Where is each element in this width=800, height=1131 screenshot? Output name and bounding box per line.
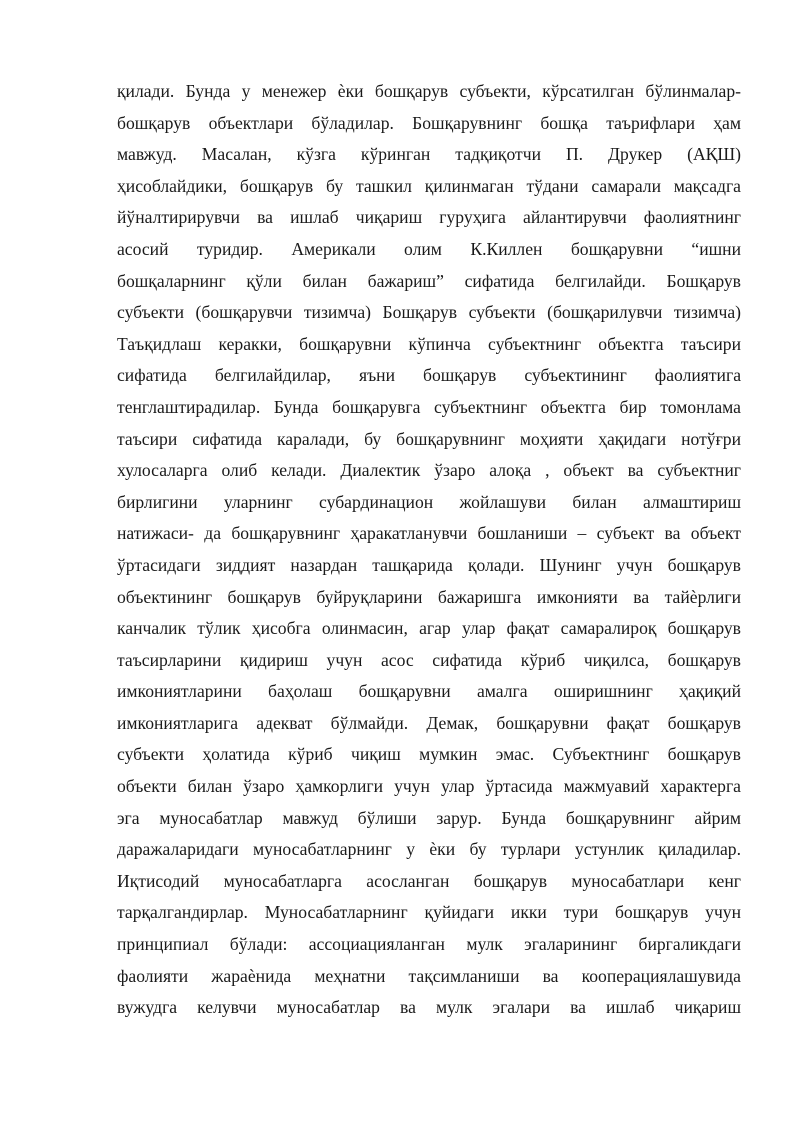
text-line: имкониятларига адекват бўлмайди. Демак, бошқарувни фақат бошқарув [117, 712, 741, 733]
text-line: объекти билан ўзаро ҳамкорлиги учун улар ўртасида мажмуавий характерга [117, 776, 741, 797]
text-line: субъекти ҳолатида кўриб чиқиш мумкин эмас. Субъектнинг бошқарув [117, 744, 741, 765]
text-line: бошқарув объектлари бўладилар. Бошқарувнинг бошқа таърифлари ҳам [117, 112, 741, 133]
text-line: Иқтисодий муносабатларга асосланган бошқарув муносабатлари кенг [117, 870, 741, 891]
text-line: Таъқидлаш керакки, бошқарувни кўпинча субъектнинг объектга таъсири [117, 333, 741, 354]
text-line: йўналтирирувчи ва ишлаб чиқариш гуруҳига айлантирувчи фаолиятнинг [117, 207, 741, 228]
text-line: вужудга келувчи муносабатлар ва мулк эгалари ва ишлаб чиқариш [117, 997, 741, 1018]
text-line: тенглаштирадилар. Бунда бошқарувга субъектнинг объектга бир томонлама [117, 396, 741, 417]
text-line: принципиал бўлади: ассоциацияланган мулк эгаларининг биргаликдаги [117, 934, 741, 955]
text-line: қилади. Бунда у менежер ѐки бошқарув субъекти, кўрсатилган бўлинмалар- [117, 81, 741, 101]
text-line: ҳисоблайдики, бошқарув бу ташкил қилинмаган тўдани самарали мақсадга [117, 175, 741, 196]
text-line: тарқалгандирлар. Муносабатларнинг қуйидаги икки тури бошқарув учун [117, 902, 741, 923]
text-line: канчалик тўлик ҳисобга олинмасин, агар улар фақат самаралироқ бошқарув [117, 618, 741, 639]
text-line: сифатида белгилайдилар, яъни бошқарув субъектининг фаолиятига [117, 365, 741, 386]
text-line: ўртасидаги зиддият назардан ташқарида қолади. Шунинг учун бошқарув [117, 554, 741, 575]
text-line: таъсирларини қидириш учун асос сифатида кўриб чиқилса, бошқарув [117, 649, 741, 670]
text-line: натижаси- да бошқарувнинг ҳаракатланувчи бошланиши – субъект ва объект [117, 523, 741, 544]
text-line: бирлигини уларнинг субардинацион жойлашуви билан алмаштириш [117, 491, 741, 512]
text-line: эга муносабатлар мавжуд бўлиши зарур. Бунда бошқарувнинг айрим [117, 807, 741, 828]
text-line: мавжуд. Масалан, кўзга кўринган тадқиқотчи П. Друкер (АҚШ) [117, 144, 741, 165]
text-line: бошқаларнинг қўли билан бажариш” сифатида белгилайди. Бошқарув [117, 270, 741, 291]
text-line: хулосаларга олиб келади. Диалектик ўзаро алоқа , объект ва субъектниг [117, 460, 741, 481]
text-line: даражаларидаги муносабатларнинг у ѐки бу турлари устунлик қиладилар. [117, 839, 741, 860]
text-line: фаолияти жараѐнида меҳнатни тақсимланиши ва кооперациялашувида [117, 965, 741, 986]
text-line: асосий туридир. Америкали олим К.Киллен бошқарувни “ишни [117, 238, 741, 259]
text-line: субъекти (бошқарувчи тизимча) Бошқарув субъекти (бошқарилувчи тизимча) [117, 302, 741, 323]
body-text [117, 76, 741, 1024]
text-line: объектининг бошқарув буйруқларини бажаришга имконияти ва тайѐрлиги [117, 586, 741, 607]
text-line: имкониятларини баҳолаш бошқарувни амалга оширишнинг ҳақиқий [117, 681, 741, 702]
text-line: таъсири сифатида каралади, бу бошқарувнинг моҳияти ҳақидаги нотўғри [117, 428, 741, 449]
